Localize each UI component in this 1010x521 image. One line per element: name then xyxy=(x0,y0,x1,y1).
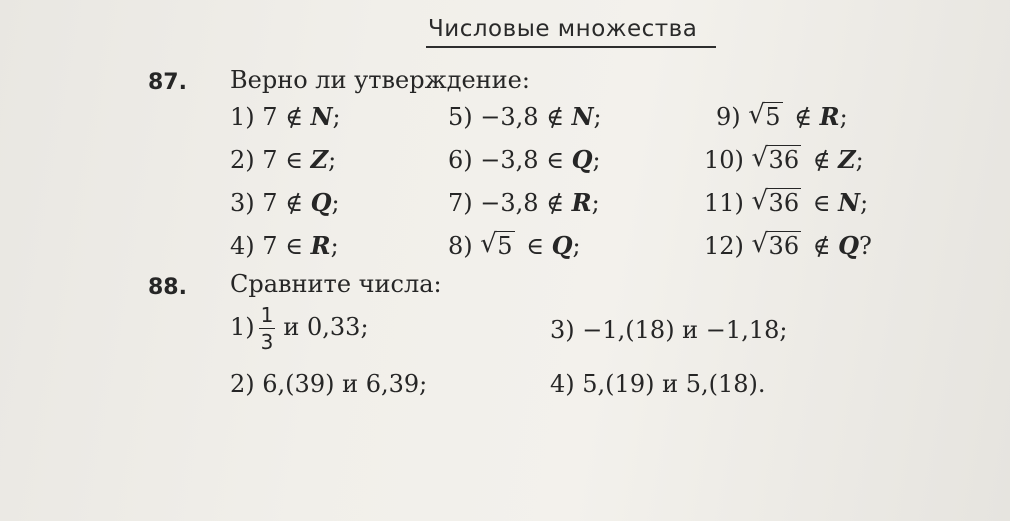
section-title: Числовые множества xyxy=(428,16,698,42)
problem-88-item-4: 4) 5,(19) и 5,(18). xyxy=(550,370,766,398)
problem-87-item-3: 3) 7 ∉ Q; xyxy=(230,188,340,217)
problem-87-item-8: 8) √ 5 ∈ Q; xyxy=(448,229,581,260)
problem-87-item-11: 11) √ 36 ∈ N; xyxy=(704,186,869,217)
problem-87-item-10: 10) √ 36 ∉ Z; xyxy=(704,143,864,174)
problem-87-item-7: 7) −3,8 ∉ R; xyxy=(448,188,600,217)
problem-87-item-2: 2) 7 ∈ Z; xyxy=(230,145,337,174)
problem-88-item-1: 1) $\frac{1}{3}$ и 0,33; xyxy=(230,303,369,354)
title-underline xyxy=(426,46,716,48)
problem-87-item-12: 12) √ 36 ∉ Q? xyxy=(704,229,872,260)
problem-87-item-1: 1) 7 ∉ N; xyxy=(230,102,341,131)
problem-87-title: Верно ли утверждение: xyxy=(230,66,530,94)
problem-87-item-5: 5) −3,8 ∉ N; xyxy=(448,102,602,131)
sqrt-symbol: √ 36 xyxy=(751,186,800,217)
problem-88-number: 88. xyxy=(148,275,187,300)
problem-88-item-3: 3) −1,(18) и −1,18; xyxy=(550,316,788,344)
problem-87-item-6: 6) −3,8 ∈ Q; xyxy=(448,145,601,174)
problem-88-item-2: 2) 6,(39) и 6,39; xyxy=(230,370,428,398)
fraction: $\frac{1}{3}$ xyxy=(260,303,274,354)
sqrt-symbol: √ 36 xyxy=(751,229,800,260)
sqrt-symbol: √ 5 xyxy=(480,229,513,260)
problem-87-number: 87. xyxy=(148,70,187,95)
problem-87-item-9: 9) √ 5 ∉ R; xyxy=(716,100,848,131)
sqrt-symbol: √ 36 xyxy=(751,143,800,174)
problem-87-item-4: 4) 7 ∈ R; xyxy=(230,231,339,260)
sqrt-symbol: √ 5 xyxy=(748,100,781,131)
problem-88-title: Сравните числа: xyxy=(230,270,442,298)
